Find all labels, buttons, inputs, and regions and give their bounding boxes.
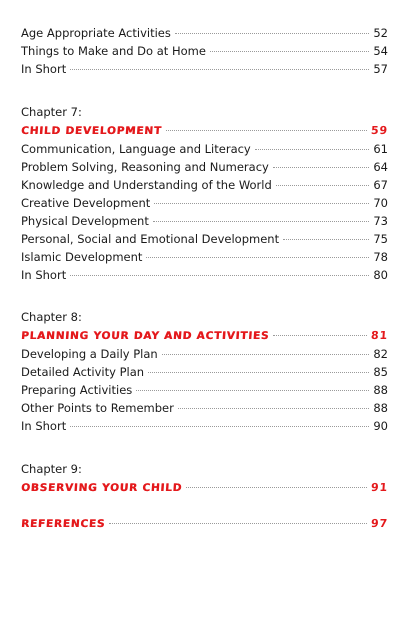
- toc-entry-page: 61: [373, 142, 388, 156]
- dot-leader: [273, 167, 370, 168]
- toc-entry-title: In Short: [21, 62, 67, 76]
- toc-entry-title: Preparing Activities: [21, 383, 133, 397]
- dot-leader: [178, 408, 370, 409]
- toc-entry-page: 85: [373, 365, 388, 379]
- toc-entry[interactable]: [21, 363, 388, 381]
- toc-entry-page: 54: [373, 44, 388, 58]
- toc-entry[interactable]: [21, 399, 388, 417]
- chapter-9-label: Chapter 9:: [21, 462, 82, 476]
- toc-entry-title: In Short: [21, 419, 67, 433]
- toc-entry[interactable]: [21, 248, 388, 266]
- toc-entry[interactable]: [21, 345, 388, 363]
- dot-leader: [162, 354, 370, 355]
- toc-entry-page: 75: [373, 232, 388, 246]
- toc-entry[interactable]: [21, 194, 388, 212]
- dot-leader: [70, 426, 369, 427]
- toc-entry-page: 73: [373, 214, 388, 228]
- toc-entry-title: Detailed Activity Plan: [21, 365, 145, 379]
- dot-leader: [283, 239, 369, 240]
- toc-entry-page: 70: [373, 196, 388, 210]
- chapter-9-heading[interactable]: [21, 478, 388, 497]
- references-page: 97: [370, 517, 389, 530]
- toc-entry[interactable]: [21, 24, 388, 42]
- toc-entry-title: Things to Make and Do at Home: [21, 44, 206, 58]
- dot-leader: [70, 69, 369, 70]
- chapter-7-heading[interactable]: [21, 121, 388, 140]
- dot-leader: [146, 257, 369, 258]
- toc-entry-page: 90: [373, 419, 388, 433]
- references-heading[interactable]: [21, 514, 388, 533]
- chapter-7-label: Chapter 7:: [21, 105, 82, 119]
- toc-entry-page: 82: [373, 347, 388, 361]
- toc-entry-page: 64: [373, 160, 388, 174]
- toc-entry[interactable]: [21, 176, 388, 194]
- toc-entry[interactable]: [21, 42, 388, 60]
- toc-entry-page: 57: [373, 62, 388, 76]
- chapter-heading-page: 81: [370, 329, 389, 342]
- toc-entry-page: 78: [373, 250, 388, 264]
- dot-leader: [136, 390, 369, 391]
- toc-entry-title: Knowledge and Understanding of the World: [21, 178, 272, 192]
- toc-entry-title: Other Points to Remember: [21, 401, 174, 415]
- toc-entry-title: Developing a Daily Plan: [21, 347, 158, 361]
- table-of-contents: [21, 24, 388, 533]
- dot-leader: [186, 487, 367, 488]
- dot-leader: [154, 203, 369, 204]
- dot-leader: [276, 185, 370, 186]
- toc-entry-page: 67: [373, 178, 388, 192]
- toc-entry-title: Personal, Social and Emotional Development: [21, 232, 280, 246]
- chapter-heading-title: CHILD DEVELOPMENT: [20, 125, 163, 137]
- toc-entry-page: 88: [373, 401, 388, 415]
- dot-leader: [255, 149, 370, 150]
- toc-entry[interactable]: [21, 140, 388, 158]
- chapter-heading-title: PLANNING YOUR DAY AND ACTIVITIES: [20, 330, 270, 342]
- dot-leader: [70, 275, 369, 276]
- toc-entry-title: Islamic Development: [21, 250, 143, 264]
- toc-entry[interactable]: [21, 417, 388, 435]
- toc-entry-page: 80: [373, 268, 388, 282]
- toc-entry-page: 52: [373, 26, 388, 40]
- toc-entry[interactable]: [21, 381, 388, 399]
- toc-entry-title: In Short: [21, 268, 67, 282]
- toc-entry-title: Communication, Language and Literacy: [21, 142, 251, 156]
- toc-entry-title: Physical Development: [21, 214, 149, 228]
- toc-entry[interactable]: [21, 212, 388, 230]
- dot-leader: [109, 523, 367, 524]
- dot-leader: [210, 51, 369, 52]
- dot-leader: [166, 130, 367, 131]
- chapter-heading-page: 59: [370, 124, 389, 137]
- chapter-8-label: Chapter 8:: [21, 310, 82, 324]
- toc-entry[interactable]: [21, 60, 388, 78]
- dot-leader: [153, 221, 370, 222]
- chapter-heading-page: 91: [370, 481, 389, 494]
- toc-entry[interactable]: [21, 158, 388, 176]
- toc-entry-title: Creative Development: [21, 196, 151, 210]
- toc-entry[interactable]: [21, 266, 388, 284]
- chapter-heading-title: OBSERVING YOUR CHILD: [20, 482, 183, 494]
- references-title: REFERENCES: [20, 518, 106, 530]
- toc-entry-title: Problem Solving, Reasoning and Numeracy: [21, 160, 269, 174]
- dot-leader: [273, 335, 367, 336]
- dot-leader: [175, 33, 370, 34]
- toc-entry[interactable]: [21, 230, 388, 248]
- toc-entry-title: Age Appropriate Activities: [21, 26, 171, 40]
- chapter-8-heading[interactable]: [21, 326, 388, 345]
- dot-leader: [148, 372, 369, 373]
- toc-entry-page: 88: [373, 383, 388, 397]
